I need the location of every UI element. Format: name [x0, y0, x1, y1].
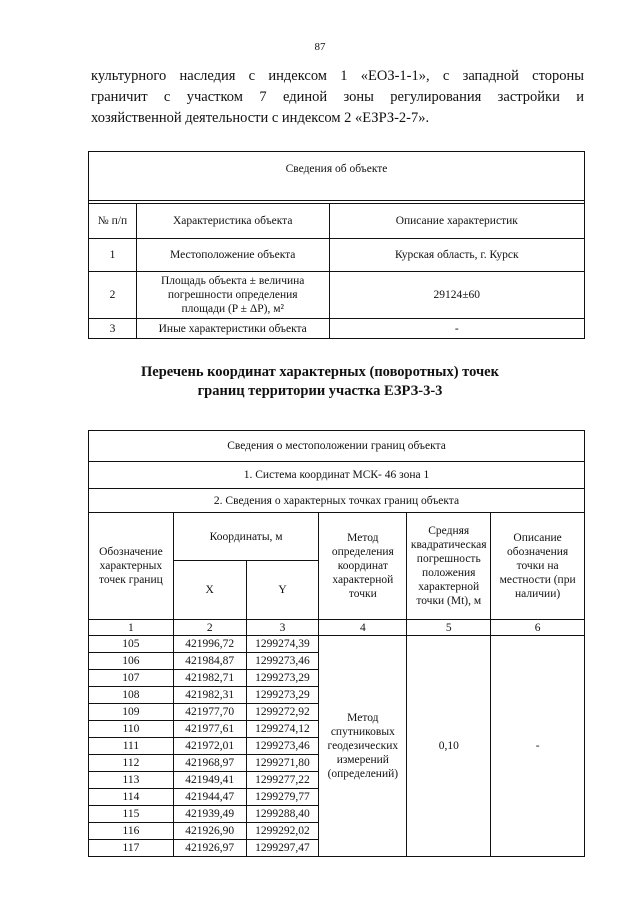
object-col-num-header: № п/п: [89, 204, 137, 239]
section-heading: [0, 363, 640, 401]
row-description: 29124±60: [329, 272, 584, 319]
point-y: 1299274,12: [246, 721, 319, 738]
col-number: 5: [407, 620, 491, 636]
point-y: 1299273,29: [246, 670, 319, 687]
object-col-value-header: Описание характеристик: [329, 204, 584, 239]
col-description-header: Описание обозначения точки на местности (при наличии): [491, 513, 585, 620]
coords-table-title: Сведения о местоположении границ объекта: [89, 431, 585, 462]
point-y: 1299272,92: [246, 704, 319, 721]
point-y: 1299273,46: [246, 653, 319, 670]
point-y: 1299271,80: [246, 755, 319, 772]
point-x: 421944,47: [173, 789, 246, 806]
point-x: 421982,71: [173, 670, 246, 687]
object-col-name-header: Характеристика объекта: [136, 204, 329, 239]
col-y-header: Y: [246, 561, 319, 620]
point-id: 110: [89, 721, 174, 738]
col-x-header: X: [173, 561, 246, 620]
col-coordinates-header: Координаты, м: [173, 513, 319, 561]
col-number: 6: [491, 620, 585, 636]
heading-line: Перечень координат характерных (поворотных) точек: [141, 364, 499, 380]
col-number: 2: [173, 620, 246, 636]
col-number: 4: [319, 620, 407, 636]
point-x: 421977,70: [173, 704, 246, 721]
point-id: 113: [89, 772, 174, 789]
point-y: 1299279,77: [246, 789, 319, 806]
row-characteristic: Площадь объекта ± величина погрешности определения площади (P ± ΔP), м²: [136, 272, 329, 319]
points-section-title: 2. Сведения о характерных точках границ объекта: [89, 489, 585, 513]
point-id: 106: [89, 653, 174, 670]
description-cell: -: [491, 636, 585, 857]
point-id: 114: [89, 789, 174, 806]
intro-line: граничит с участком 7 единой зоны регулирования застройки и: [91, 89, 584, 105]
col-error-header: Средняя квадратическая погрешность положения характерной точки (Mt), м: [407, 513, 491, 620]
coordinate-system: 1. Система координат МСК- 46 зона 1: [89, 462, 585, 489]
point-x: 421984,87: [173, 653, 246, 670]
point-x: 421949,41: [173, 772, 246, 789]
point-y: 1299273,46: [246, 738, 319, 755]
point-id: 109: [89, 704, 174, 721]
object-table-title: Сведения об объекте: [89, 152, 585, 201]
heading-line: границ территории участка ЕЗРЗ-3-3: [197, 383, 443, 399]
point-y: 1299277,22: [246, 772, 319, 789]
point-x: 421982,31: [173, 687, 246, 704]
intro-paragraph: [91, 66, 584, 129]
row-number: 1: [89, 239, 137, 272]
point-x: 421926,97: [173, 840, 246, 857]
point-id: 111: [89, 738, 174, 755]
row-description: -: [329, 319, 584, 339]
table-row: [89, 636, 585, 653]
point-x: 421926,90: [173, 823, 246, 840]
row-characteristic: Иные характеристики объекта: [136, 319, 329, 339]
point-id: 108: [89, 687, 174, 704]
point-id: 107: [89, 670, 174, 687]
point-id: 105: [89, 636, 174, 653]
point-id: 116: [89, 823, 174, 840]
row-number: 2: [89, 272, 137, 319]
row-number: 3: [89, 319, 137, 339]
error-cell: 0,10: [407, 636, 491, 857]
col-designation-header: Обозначение характерных точек границ: [89, 513, 174, 620]
col-method-header: Метод определения координат характерной точки: [319, 513, 407, 620]
point-x: 421996,72: [173, 636, 246, 653]
intro-line: хозяйственной деятельности с индексом 2 «ЕЗРЗ-2-7».: [91, 110, 430, 126]
point-x: 421939,49: [173, 806, 246, 823]
col-number: 1: [89, 620, 174, 636]
row-description: Курская область, г. Курск: [329, 239, 584, 272]
point-y: 1299288,40: [246, 806, 319, 823]
point-x: 421977,61: [173, 721, 246, 738]
point-id: 117: [89, 840, 174, 857]
point-y: 1299273,29: [246, 687, 319, 704]
col-number: 3: [246, 620, 319, 636]
table-row: [89, 319, 585, 339]
point-x: 421972,01: [173, 738, 246, 755]
point-y: 1299297,47: [246, 840, 319, 857]
method-cell: Метод спутниковых геодезических измерений (определений): [319, 636, 407, 857]
page-number: 87: [314, 41, 326, 53]
intro-line: культурного наследия с индексом 1 «ЕОЗ-1-1», с западной стороны: [91, 68, 584, 84]
coordinates-table: [88, 430, 585, 857]
point-x: 421968,97: [173, 755, 246, 772]
point-y: 1299292,02: [246, 823, 319, 840]
object-info-table: [88, 151, 585, 339]
row-characteristic: Местоположение объекта: [136, 239, 329, 272]
table-row: [89, 239, 585, 272]
point-id: 115: [89, 806, 174, 823]
point-id: 112: [89, 755, 174, 772]
point-y: 1299274,39: [246, 636, 319, 653]
table-row: [89, 272, 585, 319]
